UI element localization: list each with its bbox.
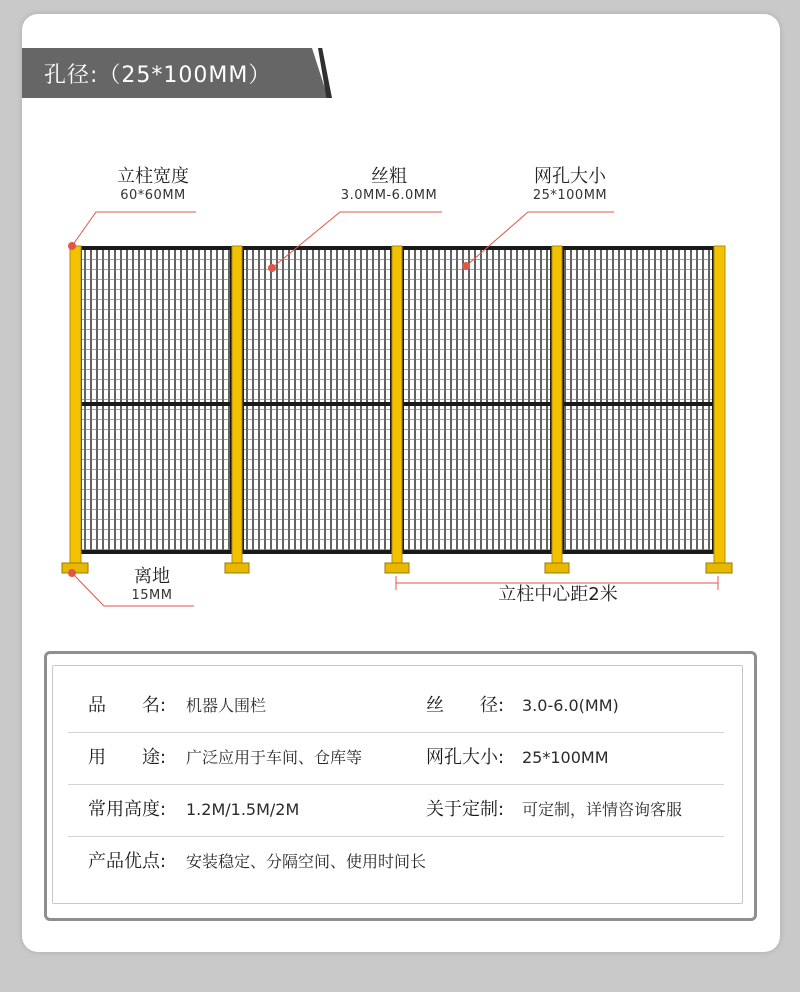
- callout-post-width-title: 立柱宽度: [117, 166, 189, 187]
- banner-title: 孔径:（25*100MM）: [44, 63, 272, 88]
- callout-wire-title: 丝粗: [371, 166, 407, 187]
- callout-ground-value: 15MM: [131, 588, 173, 603]
- callout-mesh-value: 25*100MM: [532, 188, 608, 203]
- base-plate-5: [706, 563, 732, 573]
- base-plate-3: [385, 563, 409, 573]
- spec-value-mesh: 25*100MM: [522, 748, 609, 767]
- mesh-panel-2: [242, 248, 392, 552]
- callout-spacing-title: 立柱中心距2米: [498, 584, 618, 605]
- post-1: [70, 246, 81, 564]
- post-3: [392, 246, 402, 564]
- base-plate-2: [225, 563, 249, 573]
- callout-mesh-title: 网孔大小: [534, 166, 606, 187]
- mesh-panel-1: [80, 248, 232, 552]
- spec-label-advantages: 产品优点:: [88, 851, 167, 872]
- spec-row-2: [68, 732, 724, 785]
- post-4: [552, 246, 562, 564]
- spec-value-wire: 3.0-6.0(MM): [522, 696, 619, 715]
- mesh-panel-3: [402, 248, 552, 552]
- callout-post-width-value: 60*60MM: [120, 188, 186, 203]
- callout-ground: [112, 566, 192, 604]
- spec-row-3: [68, 784, 724, 837]
- post-5: [714, 246, 725, 564]
- callout-spacing: [478, 584, 638, 606]
- callout-mesh: [510, 166, 630, 204]
- callout-ground-title: 离地: [134, 566, 170, 587]
- callout-wire-value: 3.0MM-6.0MM: [340, 188, 438, 203]
- spec-value-usage: 广泛应用于车间、仓库等: [186, 748, 363, 767]
- spec-label-wire: 丝 径:: [426, 695, 505, 716]
- spec-label-usage: 用 途:: [88, 747, 167, 768]
- spec-label-custom: 关于定制:: [426, 799, 505, 820]
- spec-value-height: 1.2M/1.5M/2M: [186, 800, 300, 819]
- mesh-panel-4: [562, 248, 714, 552]
- callout-post-width: [98, 166, 208, 204]
- spec-label-mesh: 网孔大小:: [426, 747, 505, 768]
- spec-label-name: 品 名:: [88, 695, 167, 716]
- callout-wire: [324, 166, 454, 204]
- spec-row-4: [68, 836, 724, 888]
- spec-label-height: 常用高度:: [88, 799, 167, 820]
- spec-value-name: 机器人围栏: [186, 696, 267, 715]
- spec-value-custom: 可定制，详情咨询客服: [522, 800, 683, 819]
- spec-value-advantages: 安装稳定、分隔空间、使用时间长: [186, 852, 427, 871]
- base-plate-4: [545, 563, 569, 573]
- spec-row-1: [68, 680, 724, 733]
- post-2: [232, 246, 242, 564]
